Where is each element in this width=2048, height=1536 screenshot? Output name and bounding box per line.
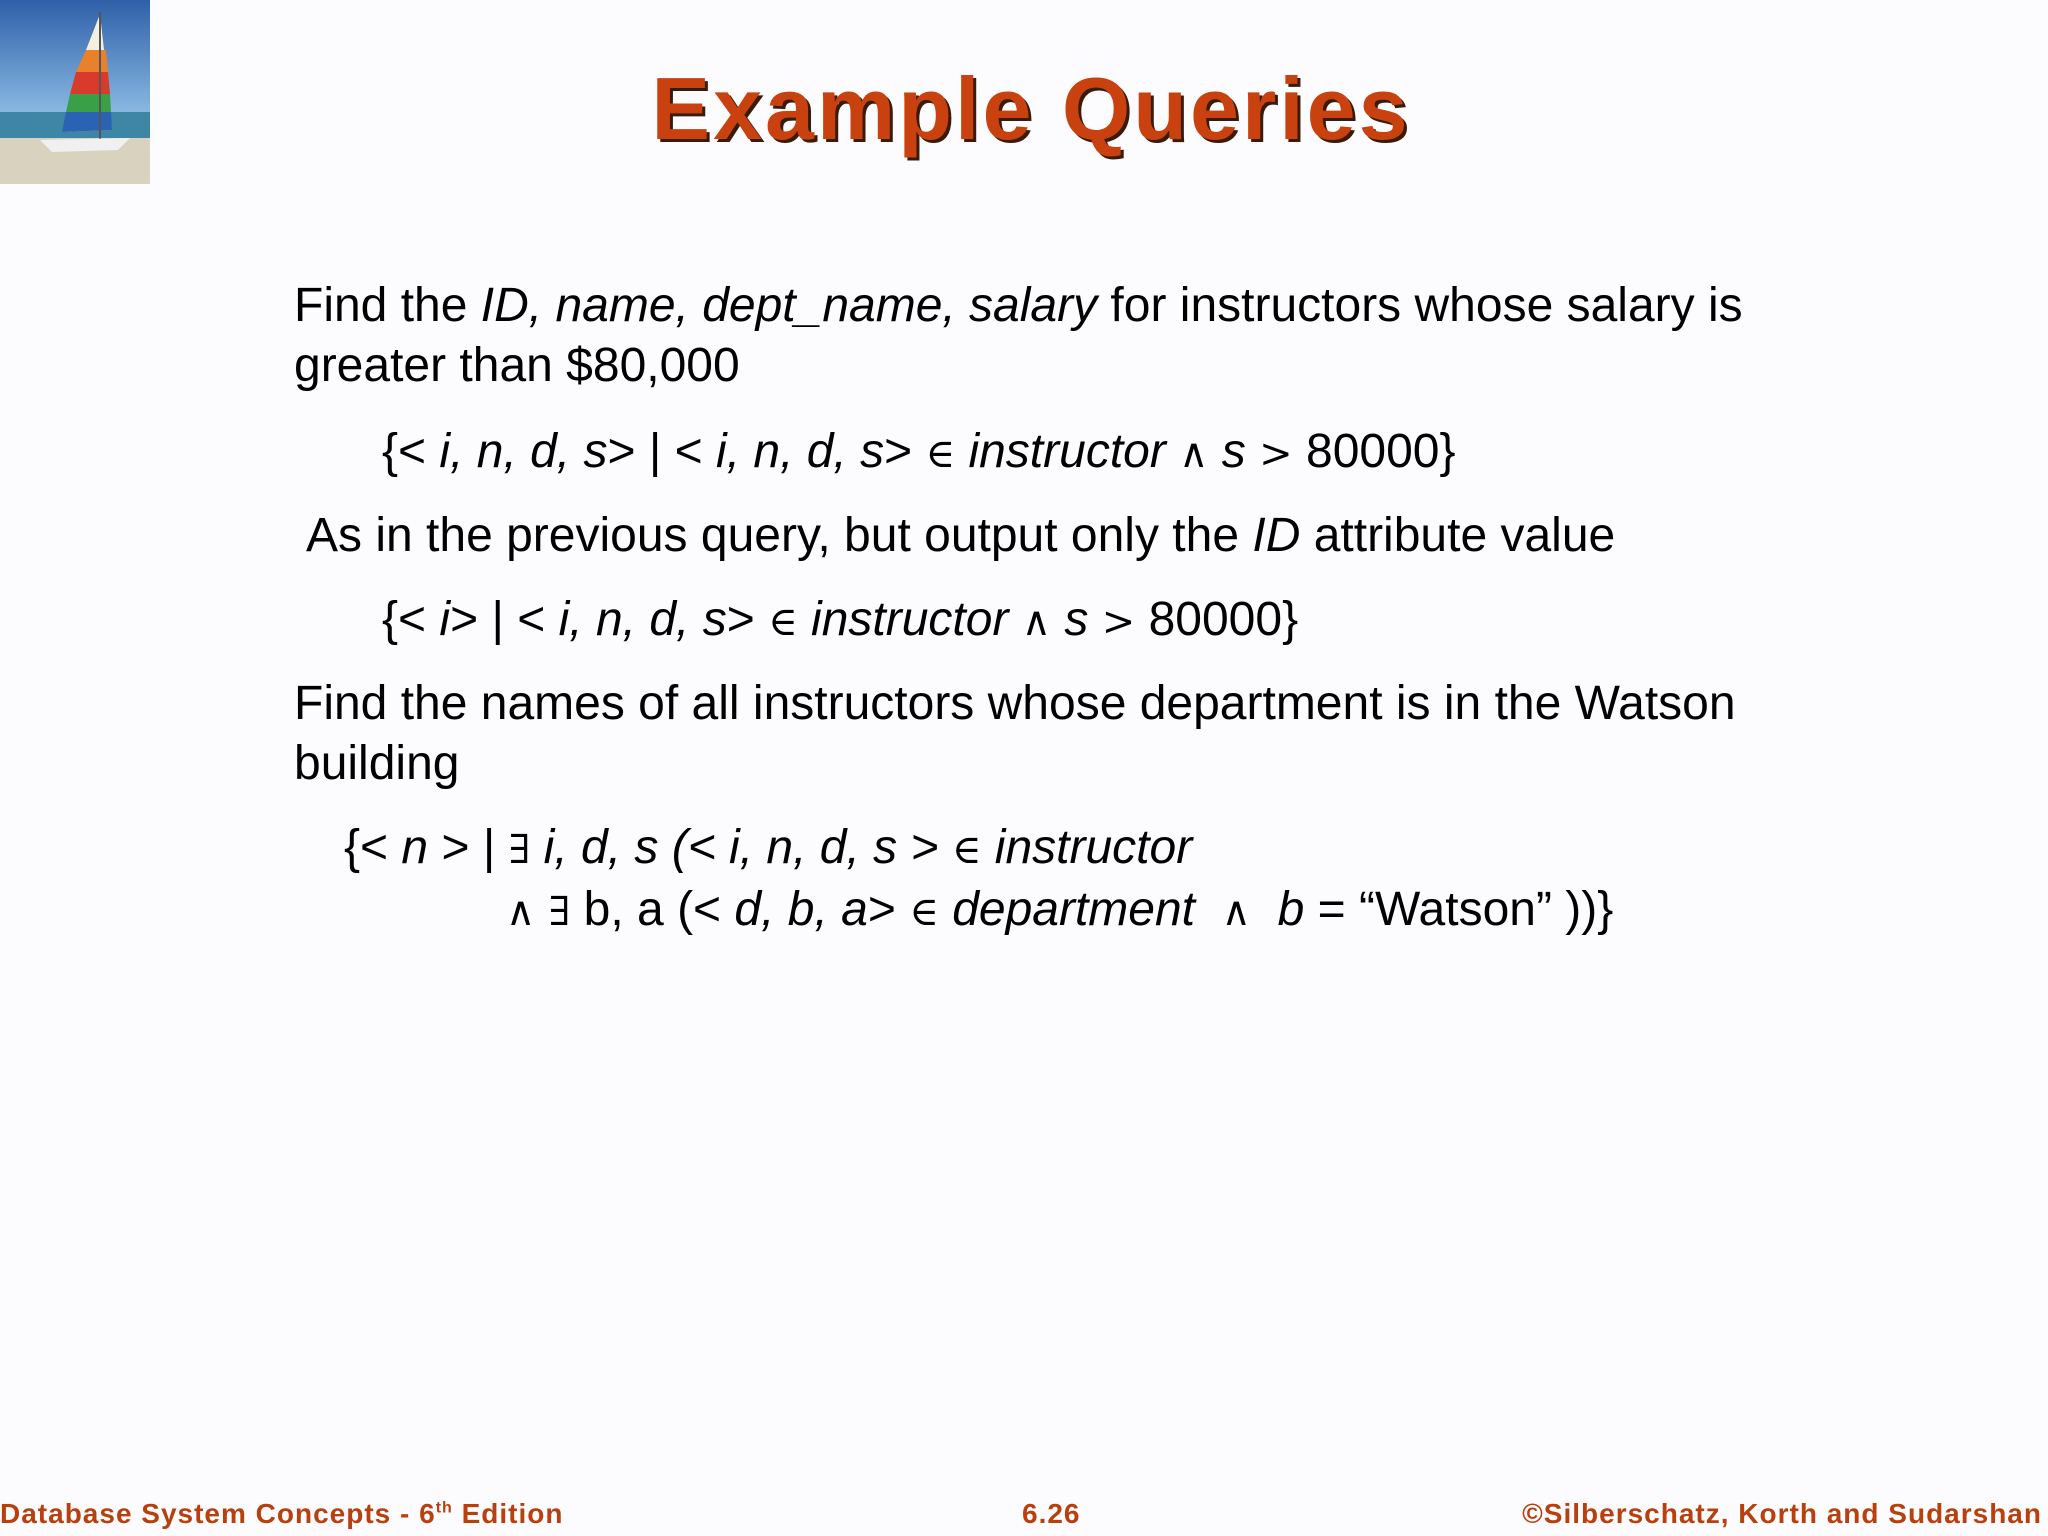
element-of-symbol: ∈ — [925, 431, 956, 477]
footer-edition-sup: th — [435, 1499, 453, 1517]
q1-formula-tuple: i, n, d, s — [716, 425, 885, 478]
q3-formula-tuple: i, d, s (< i, n, d, s > — [530, 821, 939, 874]
q1-desc-prefix: Find the — [294, 279, 481, 332]
q2-formula-open: {< — [382, 593, 440, 646]
q2-description — [306, 506, 1615, 566]
q2-value: 80000} — [1148, 593, 1299, 646]
exists-symbol: ∃ — [548, 889, 571, 935]
q3-formula-line2 — [506, 880, 1613, 942]
q1-formula — [382, 422, 1456, 484]
q3-formula-line1 — [344, 818, 1192, 880]
element-of-symbol: ∈ — [768, 599, 798, 645]
q2-desc-suffix: attribute value — [1300, 509, 1616, 562]
greater-than-symbol: > — [1259, 431, 1293, 477]
q3-formula-open: {< — [344, 821, 402, 874]
q2-relation: instructor — [811, 593, 1009, 646]
q2-formula-bar: > | < — [450, 593, 559, 646]
q3-description-line2: building — [294, 737, 460, 790]
logical-and-symbol: ∧ — [1221, 889, 1251, 935]
q1-formula-vars: i, n, d, s — [439, 425, 608, 478]
logical-and-symbol: ∧ — [1179, 431, 1209, 477]
q3-formula-ba: b, a (< — [570, 883, 735, 936]
q2-desc-prefix: As in the previous query, but output only the — [306, 509, 1253, 562]
footer-edition: Edition — [452, 1498, 564, 1529]
q2-desc-attribute: ID — [1252, 509, 1301, 562]
q2-var-s: s — [1064, 593, 1089, 646]
q1-desc-attributes: ID, name, dept_name, salary — [480, 279, 1098, 332]
q3-relation-department: department — [952, 883, 1195, 936]
element-of-symbol: ∈ — [951, 827, 982, 873]
logical-and-symbol: ∧ — [1021, 599, 1052, 645]
footer-book-title — [0, 1498, 563, 1530]
footer-page-number: 6.26 — [1022, 1498, 1081, 1529]
footer-copyright: ©Silberschatz, Korth and Sudarshan — [1522, 1498, 2042, 1529]
footer-book-name: Database System Concepts - 6 — [0, 1498, 436, 1529]
greater-than-symbol: > — [1101, 599, 1136, 645]
q1-description — [294, 276, 1743, 336]
q1-description-line2: greater than $80,000 — [294, 339, 740, 392]
q1-value: 80000} — [1306, 425, 1456, 478]
q1-var-s: s — [1221, 425, 1246, 478]
q1-formula-bar: > | < — [607, 425, 717, 478]
q3-formula-tail: = “Watson” ))} — [1304, 883, 1614, 936]
slide-title: Example Queries — [651, 59, 1411, 158]
q1-desc-suffix: for instructors whose salary is — [1097, 279, 1743, 332]
q3-var-b: b — [1277, 883, 1305, 936]
q3-formula-close: > — [867, 883, 896, 936]
q2-formula-var: i — [439, 593, 451, 646]
exists-symbol: ∃ — [508, 827, 531, 873]
q3-formula-dept-tuple: d, b, a — [734, 883, 868, 936]
q2-formula-tuple: i, n, d, s — [558, 593, 727, 646]
q1-formula-close: > — [884, 425, 913, 478]
q3-relation-instructor: instructor — [994, 821, 1193, 874]
logical-and-symbol: ∧ — [506, 889, 536, 935]
q2-formula-close: > — [726, 593, 755, 646]
q3-description: Find the names of all instructors whose department is in the Watson — [294, 677, 1736, 730]
q1-relation: instructor — [968, 425, 1166, 478]
element-of-symbol: ∈ — [909, 889, 939, 935]
q3-formula-bar: > | — [428, 821, 509, 874]
q3-formula-var: n — [401, 821, 429, 874]
q1-formula-open: {< — [382, 425, 440, 478]
q2-formula — [382, 590, 1298, 652]
